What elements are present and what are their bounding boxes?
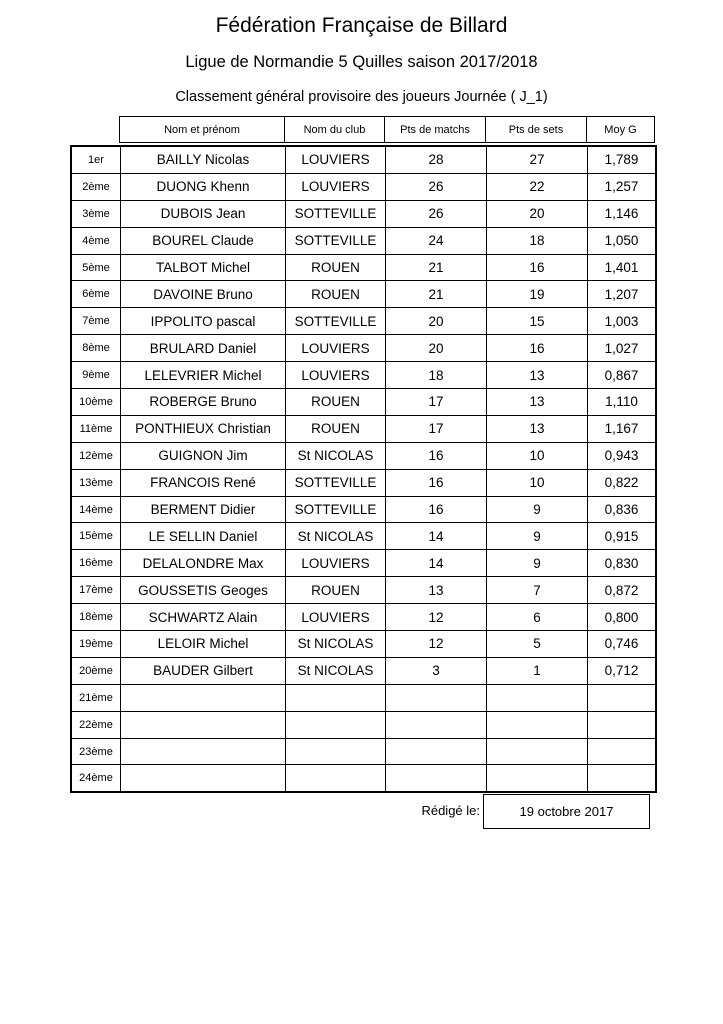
- table-row: [71, 577, 656, 604]
- rank-cell: 12ème: [71, 442, 121, 469]
- table-row: [71, 469, 656, 496]
- rank-cell: 14ème: [71, 496, 121, 523]
- player-name-cell: BAILLY Nicolas: [121, 146, 286, 173]
- header-moy: Moy G: [587, 117, 655, 143]
- club-cell: St NICOLAS: [286, 657, 386, 684]
- rank-cell: 13ème: [71, 469, 121, 496]
- pts-matchs-cell: 16: [386, 496, 487, 523]
- table-row: [71, 254, 656, 281]
- club-cell: ROUEN: [286, 389, 386, 416]
- player-name-cell: ROBERGE Bruno: [121, 389, 286, 416]
- pts-sets-cell: 18: [487, 227, 588, 254]
- column-header-row: [120, 117, 655, 143]
- moy-cell: 1,401: [588, 254, 657, 281]
- rank-cell: 18ème: [71, 604, 121, 631]
- header-pts-sets: Pts de sets: [486, 117, 587, 143]
- table-row: [71, 281, 656, 308]
- pts-matchs-cell: 20: [386, 308, 487, 335]
- player-name-cell: SCHWARTZ Alain: [121, 604, 286, 631]
- pts-matchs-cell: [386, 711, 487, 738]
- table-row: [71, 362, 656, 389]
- rank-cell: 16ème: [71, 550, 121, 577]
- club-cell: LOUVIERS: [286, 604, 386, 631]
- table-row: [71, 200, 656, 227]
- date-value: 19 octobre 2017: [519, 804, 614, 819]
- player-name-cell: FRANCOIS René: [121, 469, 286, 496]
- rank-cell: 24ème: [71, 765, 121, 792]
- club-cell: ROUEN: [286, 254, 386, 281]
- club-cell: [286, 684, 386, 711]
- player-name-cell: DUBOIS Jean: [121, 200, 286, 227]
- player-name-cell: IPPOLITO pascal: [121, 308, 286, 335]
- player-name-cell: DAVOINE Bruno: [121, 281, 286, 308]
- pts-sets-cell: 13: [487, 389, 588, 416]
- header-pts-matchs: Pts de matchs: [385, 117, 486, 143]
- club-cell: St NICOLAS: [286, 523, 386, 550]
- moy-cell: 0,822: [588, 469, 657, 496]
- pts-matchs-cell: 14: [386, 523, 487, 550]
- pts-matchs-cell: 3: [386, 657, 487, 684]
- moy-cell: 1,167: [588, 415, 657, 442]
- pts-matchs-cell: 12: [386, 631, 487, 658]
- pts-matchs-cell: 20: [386, 335, 487, 362]
- player-name-cell: DUONG Khenn: [121, 173, 286, 200]
- rank-cell: 8ème: [71, 335, 121, 362]
- player-name-cell: LELOIR Michel: [121, 631, 286, 658]
- pts-sets-cell: 19: [487, 281, 588, 308]
- column-header-table: [119, 116, 655, 143]
- club-cell: ROUEN: [286, 577, 386, 604]
- club-cell: [286, 738, 386, 765]
- moy-cell: 0,830: [588, 550, 657, 577]
- ranking-caption: Classement général provisoire des joueurs Journée ( J_1): [175, 89, 548, 105]
- player-name-cell: GUIGNON Jim: [121, 442, 286, 469]
- moy-cell: [588, 684, 657, 711]
- moy-cell: 0,915: [588, 523, 657, 550]
- rank-cell: 5ème: [71, 254, 121, 281]
- table-row: [71, 657, 656, 684]
- moy-cell: [588, 765, 657, 792]
- moy-cell: 0,746: [588, 631, 657, 658]
- moy-cell: [588, 738, 657, 765]
- rank-cell: 2ème: [71, 173, 121, 200]
- player-name-cell: BOUREL Claude: [121, 227, 286, 254]
- moy-cell: 0,836: [588, 496, 657, 523]
- pts-matchs-cell: 12: [386, 604, 487, 631]
- player-name-cell: BAUDER Gilbert: [121, 657, 286, 684]
- moy-cell: 0,943: [588, 442, 657, 469]
- pts-sets-cell: 9: [487, 523, 588, 550]
- moy-cell: 0,800: [588, 604, 657, 631]
- rank-cell: 11ème: [71, 415, 121, 442]
- player-name-cell: BERMENT Didier: [121, 496, 286, 523]
- redige-label: Rédigé le:: [421, 803, 480, 818]
- table-row: [71, 335, 656, 362]
- rank-cell: 3ème: [71, 200, 121, 227]
- table-row: [71, 146, 656, 173]
- table-row: [71, 604, 656, 631]
- player-name-cell: LE SELLIN Daniel: [121, 523, 286, 550]
- table-row: [71, 550, 656, 577]
- pts-matchs-cell: [386, 765, 487, 792]
- pts-matchs-cell: 24: [386, 227, 487, 254]
- date-box: [483, 794, 650, 829]
- club-cell: LOUVIERS: [286, 362, 386, 389]
- pts-sets-cell: 10: [487, 442, 588, 469]
- player-name-cell: [121, 711, 286, 738]
- moy-cell: 1,110: [588, 389, 657, 416]
- moy-cell: [588, 711, 657, 738]
- player-name-cell: [121, 765, 286, 792]
- table-row: [71, 308, 656, 335]
- player-name-cell: PONTHIEUX Christian: [121, 415, 286, 442]
- pts-sets-cell: 15: [487, 308, 588, 335]
- rank-cell: 7ème: [71, 308, 121, 335]
- club-cell: LOUVIERS: [286, 335, 386, 362]
- rank-cell: 17ème: [71, 577, 121, 604]
- pts-sets-cell: 1: [487, 657, 588, 684]
- table-row: [71, 415, 656, 442]
- pts-sets-cell: 6: [487, 604, 588, 631]
- moy-cell: 0,712: [588, 657, 657, 684]
- ranking-table: [70, 145, 657, 793]
- player-name-cell: [121, 738, 286, 765]
- club-cell: ROUEN: [286, 415, 386, 442]
- player-name-cell: [121, 684, 286, 711]
- moy-cell: 0,872: [588, 577, 657, 604]
- rank-cell: 6ème: [71, 281, 121, 308]
- pts-sets-cell: [487, 711, 588, 738]
- club-cell: SOTTEVILLE: [286, 308, 386, 335]
- table-row: [71, 389, 656, 416]
- page-subtitle: Ligue de Normandie 5 Quilles saison 2017/2018: [185, 53, 538, 71]
- pts-matchs-cell: [386, 684, 487, 711]
- moy-cell: 1,003: [588, 308, 657, 335]
- header-club: Nom du club: [285, 117, 385, 143]
- club-cell: SOTTEVILLE: [286, 496, 386, 523]
- rank-cell: 21ème: [71, 684, 121, 711]
- club-cell: SOTTEVILLE: [286, 200, 386, 227]
- pts-sets-cell: 9: [487, 550, 588, 577]
- pts-sets-cell: [487, 738, 588, 765]
- player-name-cell: TALBOT Michel: [121, 254, 286, 281]
- club-cell: [286, 711, 386, 738]
- pts-sets-cell: 20: [487, 200, 588, 227]
- pts-matchs-cell: 16: [386, 469, 487, 496]
- rank-cell: 9ème: [71, 362, 121, 389]
- table-row: [71, 173, 656, 200]
- pts-sets-cell: 7: [487, 577, 588, 604]
- pts-matchs-cell: [386, 738, 487, 765]
- club-cell: LOUVIERS: [286, 173, 386, 200]
- table-row: [71, 738, 656, 765]
- pts-matchs-cell: 14: [386, 550, 487, 577]
- player-name-cell: DELALONDRE Max: [121, 550, 286, 577]
- club-cell: LOUVIERS: [286, 550, 386, 577]
- table-row: [71, 711, 656, 738]
- pts-matchs-cell: 17: [386, 415, 487, 442]
- moy-cell: 1,146: [588, 200, 657, 227]
- pts-sets-cell: 27: [487, 146, 588, 173]
- rank-cell: 10ème: [71, 389, 121, 416]
- player-name-cell: GOUSSETIS Geoges: [121, 577, 286, 604]
- pts-matchs-cell: 28: [386, 146, 487, 173]
- table-row: [71, 227, 656, 254]
- rank-cell: 4ème: [71, 227, 121, 254]
- pts-matchs-cell: 17: [386, 389, 487, 416]
- moy-cell: 0,867: [588, 362, 657, 389]
- rank-cell: 15ème: [71, 523, 121, 550]
- table-row: [71, 442, 656, 469]
- moy-cell: 1,207: [588, 281, 657, 308]
- moy-cell: 1,257: [588, 173, 657, 200]
- pts-sets-cell: 16: [487, 254, 588, 281]
- player-name-cell: BRULARD Daniel: [121, 335, 286, 362]
- pts-sets-cell: 22: [487, 173, 588, 200]
- table-row: [71, 496, 656, 523]
- pts-sets-cell: 16: [487, 335, 588, 362]
- pts-matchs-cell: 21: [386, 254, 487, 281]
- player-name-cell: LELEVRIER Michel: [121, 362, 286, 389]
- pts-matchs-cell: 21: [386, 281, 487, 308]
- club-cell: ROUEN: [286, 281, 386, 308]
- pts-sets-cell: 9: [487, 496, 588, 523]
- rank-cell: 20ème: [71, 657, 121, 684]
- pts-sets-cell: 5: [487, 631, 588, 658]
- pts-sets-cell: 10: [487, 469, 588, 496]
- rank-cell: 23ème: [71, 738, 121, 765]
- pts-matchs-cell: 13: [386, 577, 487, 604]
- moy-cell: 1,789: [588, 146, 657, 173]
- club-cell: [286, 765, 386, 792]
- pts-matchs-cell: 18: [386, 362, 487, 389]
- table-row: [71, 523, 656, 550]
- table-row: [71, 765, 656, 792]
- club-cell: St NICOLAS: [286, 631, 386, 658]
- rank-cell: 22ème: [71, 711, 121, 738]
- club-cell: SOTTEVILLE: [286, 469, 386, 496]
- pts-sets-cell: [487, 765, 588, 792]
- table-row: [71, 684, 656, 711]
- page-title: Fédération Française de Billard: [215, 14, 508, 37]
- ranking-table-body: [71, 146, 656, 792]
- pts-matchs-cell: 26: [386, 173, 487, 200]
- header-name: Nom et prénom: [120, 117, 285, 143]
- club-cell: St NICOLAS: [286, 442, 386, 469]
- table-row: [71, 631, 656, 658]
- rank-cell: 19ème: [71, 631, 121, 658]
- club-cell: LOUVIERS: [286, 146, 386, 173]
- pts-matchs-cell: 16: [386, 442, 487, 469]
- club-cell: SOTTEVILLE: [286, 227, 386, 254]
- pts-sets-cell: [487, 684, 588, 711]
- rank-cell: 1er: [71, 146, 121, 173]
- pts-sets-cell: 13: [487, 362, 588, 389]
- moy-cell: 1,050: [588, 227, 657, 254]
- pts-matchs-cell: 26: [386, 200, 487, 227]
- pts-sets-cell: 13: [487, 415, 588, 442]
- moy-cell: 1,027: [588, 335, 657, 362]
